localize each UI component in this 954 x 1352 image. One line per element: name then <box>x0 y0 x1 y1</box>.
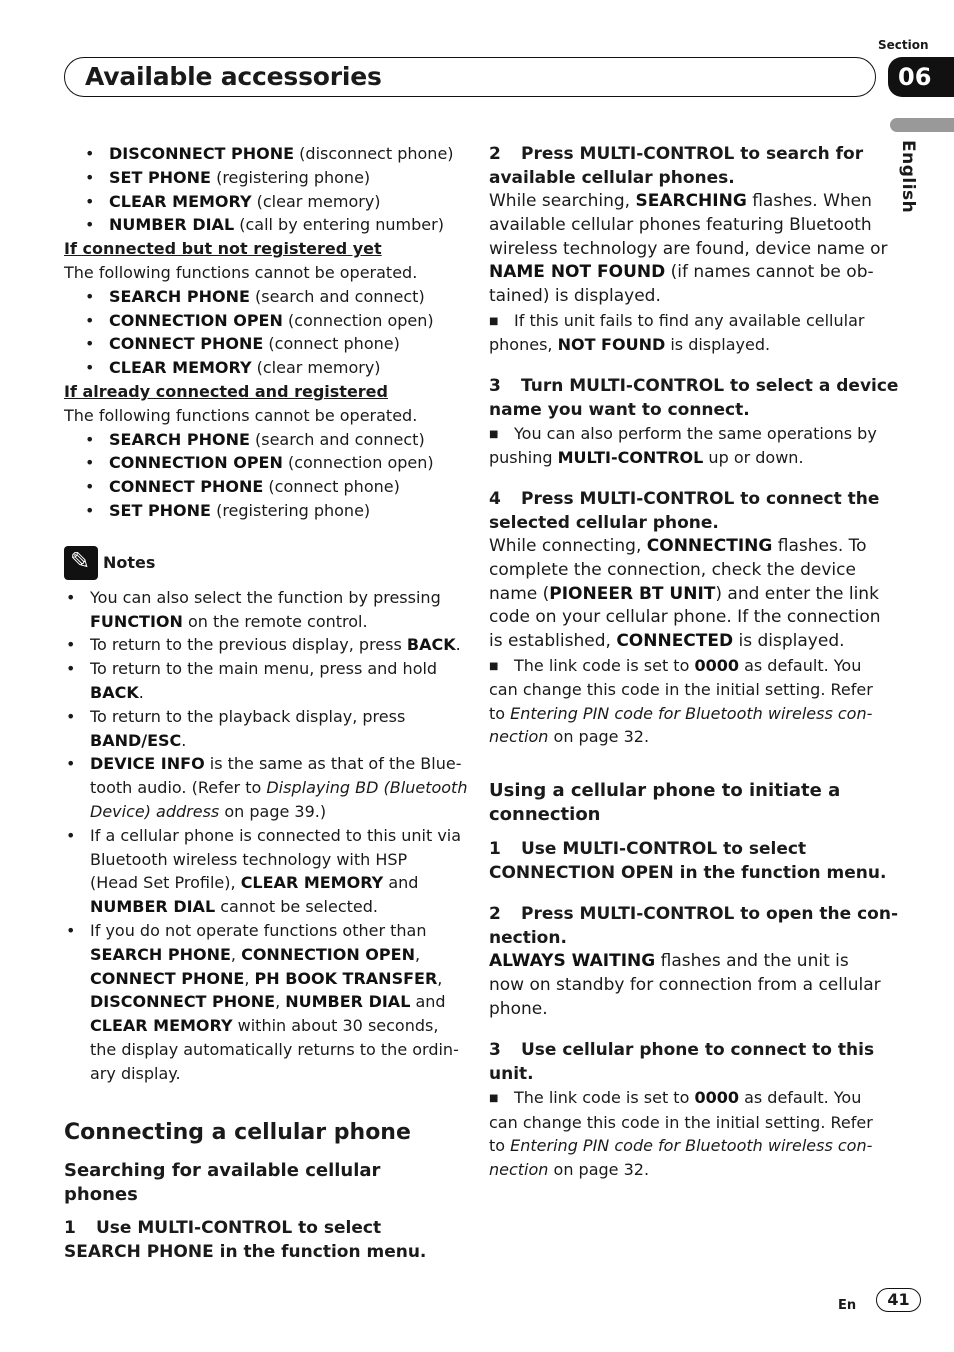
subsection-heading: Searching for available cellular phones <box>64 1160 381 1206</box>
page-title: Available accessories <box>85 62 382 91</box>
note-item: • If you do not operate functions other than <box>64 919 456 943</box>
list-item: • CONNECTION OPEN (connection open) <box>64 309 456 333</box>
paragraph: available cellular phones featuring Bluetooth <box>489 214 872 235</box>
note-item: • DEVICE INFO is the same as that of the Blue- <box>64 752 456 776</box>
step-heading-cont: name you want to connect. <box>489 399 750 420</box>
square-note-cont: to Entering PIN code for Bluetooth wireless con- <box>489 1136 873 1156</box>
list-item: • CLEAR MEMORY (clear memory) <box>64 190 456 214</box>
notes-header <box>64 546 456 580</box>
section-heading: Connecting a cellular phone <box>64 1120 411 1146</box>
note-item-cont: the display automatically returns to the ordin- <box>90 1039 459 1059</box>
note-item-cont: Device) address on page 39.) <box>90 801 327 821</box>
step-heading-cont: available cellular phones. <box>489 168 735 188</box>
square-note: ■ The link code is set to 0000 as default. You <box>489 654 879 679</box>
note-item: • You can also select the function by pressing <box>64 586 456 610</box>
note-item: • If a cellular phone is connected to this unit via <box>64 824 456 848</box>
note-item: • To return to the main menu, press and hold <box>64 657 456 681</box>
note-item-cont: CONNECT PHONE, PH BOOK TRANSFER, <box>90 968 443 988</box>
subsection-heading: Using a cellular phone to initiate a <box>489 779 841 801</box>
square-note-cont: nection on page 32. <box>489 727 650 747</box>
list-item: • CONNECT PHONE (connect phone) <box>64 475 456 499</box>
list-item: • CONNECT PHONE (connect phone) <box>64 332 456 356</box>
list-item: • SET PHONE (registering phone) <box>64 166 456 190</box>
paragraph: is established, CONNECTED is displayed. <box>489 631 845 652</box>
paragraph: phone. <box>489 998 548 1019</box>
paragraph: complete the connection, check the device <box>489 559 856 580</box>
list-item: • SET PHONE (registering phone) <box>64 499 456 523</box>
note-item-cont: ary display. <box>90 1063 181 1083</box>
notes-label: Notes <box>103 553 156 573</box>
paragraph: The following functions cannot be operated. <box>64 405 418 425</box>
paragraph: now on standby for connection from a cellular <box>489 974 881 995</box>
footer-language: En <box>838 1298 857 1313</box>
list-item: • CONNECTION OPEN (connection open) <box>64 451 456 475</box>
square-bullet-icon: ■ <box>489 315 499 327</box>
note-item-cont: SEARCH PHONE, CONNECTION OPEN, <box>90 944 421 964</box>
paragraph: wireless technology are found, device name or <box>489 238 888 259</box>
right-column <box>489 142 899 1181</box>
list-item: • SEARCH PHONE (search and connect) <box>64 285 456 309</box>
section-number: 06 <box>888 57 954 97</box>
note-item-cont: FUNCTION on the remote control. <box>90 611 368 631</box>
step-heading-cont: unit. <box>489 1064 534 1085</box>
square-bullet-icon: ■ <box>489 1093 499 1105</box>
list-item: • CLEAR MEMORY (clear memory) <box>64 356 456 380</box>
square-note-cont: can change this code in the initial setting. Refer <box>489 1112 873 1132</box>
subheading: If already connected and registered <box>64 381 388 401</box>
square-note-cont: can change this code in the initial setting. Refer <box>489 680 873 700</box>
step-heading: 1 Use MULTI-CONTROL to select <box>64 1218 382 1239</box>
section-label: Section <box>878 38 929 52</box>
square-note: ■ The link code is set to 0000 as default. You <box>489 1086 879 1111</box>
step-heading: 1 Use MULTI-CONTROL to select <box>489 838 807 859</box>
square-note: ■ You can also perform the same operations by <box>489 422 879 447</box>
paragraph: While connecting, CONNECTING flashes. To <box>489 535 867 556</box>
subheading: If connected but not registered yet <box>64 239 382 259</box>
note-item-cont: (Head Set Profile), CLEAR MEMORY and <box>90 873 419 893</box>
note-pencil-icon <box>64 546 98 580</box>
language-tab <box>890 118 954 132</box>
paragraph: tained) is displayed. <box>489 286 661 307</box>
step-heading: 3 Use cellular phone to connect to this <box>489 1040 875 1061</box>
note-item-cont: DISCONNECT PHONE, NUMBER DIAL and <box>90 992 446 1012</box>
square-note-cont: to Entering PIN code for Bluetooth wireless con- <box>489 703 873 723</box>
square-note-cont: pushing MULTI-CONTROL up or down. <box>489 448 804 468</box>
note-item-cont: CLEAR MEMORY within about 30 seconds, <box>90 1016 439 1036</box>
note-item-cont: BACK. <box>90 682 144 702</box>
note-item: • To return to the previous display, press BACK. <box>64 633 456 657</box>
page-number: 41 <box>876 1288 921 1312</box>
square-note-cont: nection on page 32. <box>489 1159 650 1179</box>
list-item: • DISCONNECT PHONE (disconnect phone) <box>64 142 456 166</box>
step-heading-cont: SEARCH PHONE in the function menu. <box>64 1242 427 1263</box>
step-heading-cont: selected cellular phone. <box>489 512 719 533</box>
step-heading: 3 Turn MULTI-CONTROL to select a device <box>489 375 899 396</box>
square-bullet-icon: ■ <box>489 660 499 672</box>
note-item-cont: Bluetooth wireless technology with HSP <box>90 849 408 869</box>
paragraph: ALWAYS WAITING flashes and the unit is <box>489 950 849 971</box>
title-bar <box>64 57 876 97</box>
square-note-cont: phones, NOT FOUND is displayed. <box>489 335 771 355</box>
paragraph: name (PIONEER BT UNIT) and enter the link <box>489 583 879 604</box>
left-column <box>64 142 468 1264</box>
note-item-cont: NUMBER DIAL cannot be selected. <box>90 897 378 917</box>
paragraph: code on your cellular phone. If the connection <box>489 607 881 628</box>
paragraph: While searching, SEARCHING flashes. When <box>489 191 872 211</box>
step-heading: 4 Press MULTI-CONTROL to connect the <box>489 488 880 509</box>
note-item-cont: tooth audio. (Refer to Displaying BD (Bluetooth <box>90 778 468 798</box>
step-heading-cont: CONNECTION OPEN in the function menu. <box>489 862 887 883</box>
step-heading: 2 Press MULTI-CONTROL to search for <box>489 144 864 164</box>
step-heading: 2 Press MULTI-CONTROL to open the con- <box>489 903 899 924</box>
paragraph: The following functions cannot be operated. <box>64 262 418 282</box>
subsection-heading-cont: connection <box>489 803 601 825</box>
language-label: English <box>898 140 918 214</box>
square-note: ■ If this unit fails to find any available cellular <box>489 309 879 334</box>
paragraph: NAME NOT FOUND (if names cannot be ob- <box>489 262 874 283</box>
square-bullet-icon: ■ <box>489 428 499 440</box>
list-item: • SEARCH PHONE (search and connect) <box>64 428 456 452</box>
note-item-cont: BAND/ESC. <box>90 730 187 750</box>
note-item: • To return to the playback display, press <box>64 705 456 729</box>
list-item: • NUMBER DIAL (call by entering number) <box>64 213 456 237</box>
step-heading-cont: nection. <box>489 927 567 948</box>
